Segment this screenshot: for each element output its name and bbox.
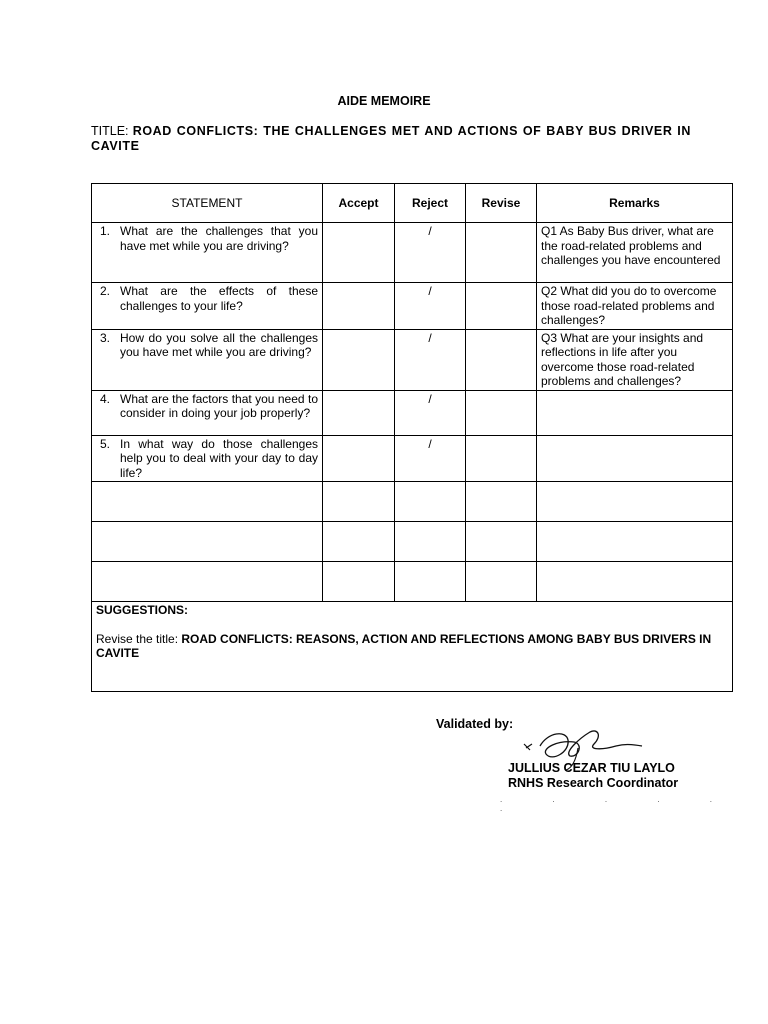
statement-cell xyxy=(92,283,323,330)
statement-text: What are the factors that you need to consider in doing your job properly? xyxy=(120,391,318,420)
title-prefix: TITLE: xyxy=(91,124,129,138)
table-header-row xyxy=(92,184,733,223)
blank-row xyxy=(92,522,733,562)
accept-cell xyxy=(323,329,395,390)
remarks-cell: Q2 What did you do to overcome those road-related problems and challenges? xyxy=(537,283,733,330)
remarks-cell: Q1 As Baby Bus driver, what are the road-related problems and challenges you have encountered xyxy=(537,223,733,283)
header-reject: Reject xyxy=(395,184,466,223)
suggested-title: ROAD CONFLICTS: REASONS, ACTION AND REFLECTIONS AMONG BABY BUS DRIVERS IN CAVITE xyxy=(96,631,712,660)
document-title xyxy=(91,124,691,154)
signer-block xyxy=(508,761,678,791)
reject-cell: / xyxy=(395,390,466,435)
statement-number: 1. xyxy=(100,224,111,238)
accept-cell xyxy=(323,390,395,435)
suggestions-text xyxy=(96,632,728,661)
reject-cell: / xyxy=(395,435,466,482)
validated-by-label: Validated by: xyxy=(436,717,514,731)
statement-cell xyxy=(92,329,323,390)
remarks-cell xyxy=(537,435,733,482)
statement-number: 3. xyxy=(100,330,111,345)
remarks-cell xyxy=(537,390,733,435)
reject-cell: / xyxy=(395,329,466,390)
title-text: ROAD CONFLICTS: THE CHALLENGES MET AND ACTIONS OF BABY BUS DRIVER IN CAVITE xyxy=(91,124,691,153)
revise-cell xyxy=(466,329,537,390)
header-remarks: Remarks xyxy=(537,184,733,223)
signer-position: RNHS Research Coordinator xyxy=(508,776,679,790)
statement-text: In what way do those challenges help you to deal with your day to day life? xyxy=(120,436,318,480)
statement-text: What are the challenges that you have met while you are driving? xyxy=(120,224,318,253)
statement-text: What are the effects of these challenges to your life? xyxy=(120,284,318,313)
suggestions-label: SUGGESTIONS: xyxy=(96,603,189,617)
revise-cell xyxy=(466,283,537,330)
table-row xyxy=(92,283,733,330)
blank-row xyxy=(92,482,733,522)
reject-cell: / xyxy=(395,283,466,330)
header-accept: Accept xyxy=(323,184,395,223)
accept-cell xyxy=(323,223,395,283)
revise-cell xyxy=(466,223,537,283)
blank-row xyxy=(92,562,733,602)
statement-cell xyxy=(92,435,323,482)
validation-table xyxy=(91,183,733,692)
statement-text: How do you solve all the challenges you have met while you are driving? xyxy=(120,330,318,359)
remarks-cell: Q3 What are your insights and reflections in life after you overcome those road-related problems and challenges? xyxy=(537,329,733,390)
table-row xyxy=(92,435,733,482)
suggestions-row xyxy=(92,602,733,692)
document-heading: AIDE MEMOIRE xyxy=(337,94,431,108)
header-revise: Revise xyxy=(466,184,537,223)
statement-number: 2. xyxy=(100,284,111,298)
revise-cell xyxy=(466,390,537,435)
accept-cell xyxy=(323,283,395,330)
suggestions-prefix: Revise the title: xyxy=(96,631,179,646)
reject-cell: / xyxy=(395,223,466,283)
accept-cell xyxy=(323,435,395,482)
table-row xyxy=(92,329,733,390)
revise-cell xyxy=(466,435,537,482)
table-row xyxy=(92,223,733,283)
scan-dots: . . . . . . xyxy=(500,795,737,813)
statement-number: 4. xyxy=(100,391,111,406)
statement-cell xyxy=(92,390,323,435)
header-statement: STATEMENT xyxy=(92,184,323,223)
table-row xyxy=(92,390,733,435)
statement-number: 5. xyxy=(100,436,111,451)
suggestions-cell xyxy=(92,602,733,692)
statement-cell xyxy=(92,223,323,283)
signer-name: JULLIUS CEZAR TIU LAYLO xyxy=(508,761,675,775)
